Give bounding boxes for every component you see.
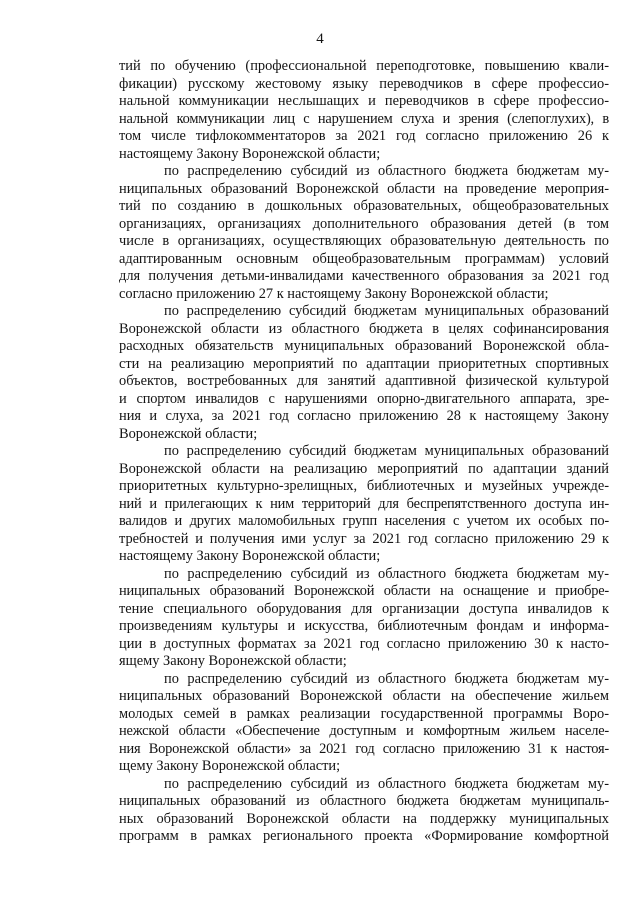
paragraph-line: ниципальных образований из областного бюджета бюджетам муниципаль- (119, 793, 609, 809)
paragraph (119, 58, 609, 163)
paragraph (119, 443, 609, 566)
page-number: 4 (316, 31, 324, 47)
paragraph (119, 776, 609, 846)
paragraph-line: произведениям культуры и искусства, библиотечным фондам и информа- (119, 618, 609, 634)
paragraph (119, 671, 609, 776)
paragraph-line: приоритетных культурно-зрелищных, библиотечных и музейных учрежде- (119, 478, 609, 494)
paragraph-line: по распределению субсидий из областного бюджета бюджетам му- (164, 565, 609, 582)
paragraph-line: ции в доступных форматах за 2021 год согласно приложению 30 к насто- (119, 635, 609, 652)
paragraph-line: по распределению субсидий из областного бюджета бюджетам му- (164, 775, 609, 792)
paragraph-line: настоящему Закону Воронежской области; (119, 145, 381, 162)
paragraph-line: настоящему Закону Воронежской области; (119, 548, 381, 564)
paragraph-line: для получения детьми-инвалидами качественного образования за 2021 год (119, 268, 609, 284)
paragraph-line: ных образований Воронежской области на поддержку муниципальных (119, 810, 609, 827)
paragraph-line: организациях, организациях дополнительного образования детей (в том (119, 215, 609, 232)
paragraph-line: молодых семей в рамках реализации государственной программы Воро- (119, 705, 609, 722)
paragraph-line: нальной коммуникации лиц с нарушением слуха и зрения (слепоглухих), в (119, 110, 609, 127)
paragraph-line: согласно приложению 27 к настоящему Закону Воронежской области; (119, 285, 549, 302)
paragraph-line: по распределению субсидий из областного бюджета бюджетам му- (164, 670, 609, 687)
paragraph-line: ний и прилегающих к ним территорий для беспрепятственного доступа ин- (119, 495, 609, 512)
paragraph-line: по распределению субсидий бюджетам муниципальных образований (164, 303, 609, 319)
paragraph-line: ния и слуха, за 2021 год согласно приложению 28 к настоящему Закону (119, 408, 609, 424)
paragraph-line: тий по созданию в дошкольных образовательных, общеобразовательных (119, 198, 609, 214)
paragraph-line: тий по обучению (профессиональной переподготовке, повышению квали- (119, 58, 609, 74)
paragraph-line: ния Воронежской области» за 2021 год согласно приложению 31 к настоя- (119, 740, 609, 757)
paragraph-line: щему Закону Воронежской области; (119, 758, 341, 774)
paragraph (119, 163, 609, 303)
paragraph-line: требностей и получения ими услуг за 2021 год согласно приложению 29 к (119, 530, 609, 547)
paragraph-line: валидов и других маломобильных групп населения с учетом их особых по- (119, 513, 609, 529)
paragraph-line: ниципальных образований Воронежской области на проведение мероприя- (119, 180, 609, 197)
paragraph-line: адаптированным основным общеобразовательным программам) условий (119, 250, 609, 267)
paragraph-line: числе в организациях, осуществляющих образовательную деятельность по (119, 233, 609, 249)
paragraph-line: и спортом инвалидов с нарушениями опорно-двигательного аппарата, зре- (119, 390, 609, 407)
paragraph-line: Воронежской области из областного бюджета в целях софинансирования (119, 320, 609, 337)
paragraph-line: фикации) русскому жестовому языку переводчиков в сфере профессио- (119, 75, 609, 92)
paragraph-line: по распределению субсидий из областного бюджета бюджетам му- (164, 163, 609, 179)
body-text (119, 58, 609, 846)
paragraph-line: Воронежской области; (119, 425, 258, 442)
paragraph-line: сти на реализацию мероприятий по адаптации приоритетных спортивных (119, 355, 609, 372)
paragraph-line: по распределению субсидий бюджетам муниципальных образований (164, 443, 609, 459)
paragraph-line: Воронежской области на реализацию мероприятий по адаптации зданий (119, 460, 609, 477)
paragraph-line: расходных обязательств муниципальных образований Воронежской обла- (119, 338, 609, 354)
paragraph-line: программ в рамках регионального проекта «Формирование комфортной (119, 828, 609, 844)
paragraph-line: том числе тифлокомментаторов за 2021 год согласно приложению 26 к (119, 128, 609, 144)
paragraph-line: тение специального оборудования для организации доступа инвалидов к (119, 600, 609, 617)
paragraph-line: ниципальных образований Воронежской области на оснащение и приобре- (119, 583, 609, 599)
paragraph (119, 566, 609, 671)
paragraph-line: ниципальных образований Воронежской области на обеспечение жильем (119, 688, 609, 704)
paragraph-line: ящему Закону Воронежской области; (119, 653, 347, 669)
paragraph-line: объектов, востребованных для занятий адаптивной физической культурой (119, 373, 609, 389)
paragraph (119, 303, 609, 443)
paragraph-line: нежской области «Обеспечение доступным и комфортным жильем населе- (119, 723, 609, 739)
paragraph-line: нальной коммуникации неслышащих и переводчиков в сфере профессио- (119, 93, 609, 109)
